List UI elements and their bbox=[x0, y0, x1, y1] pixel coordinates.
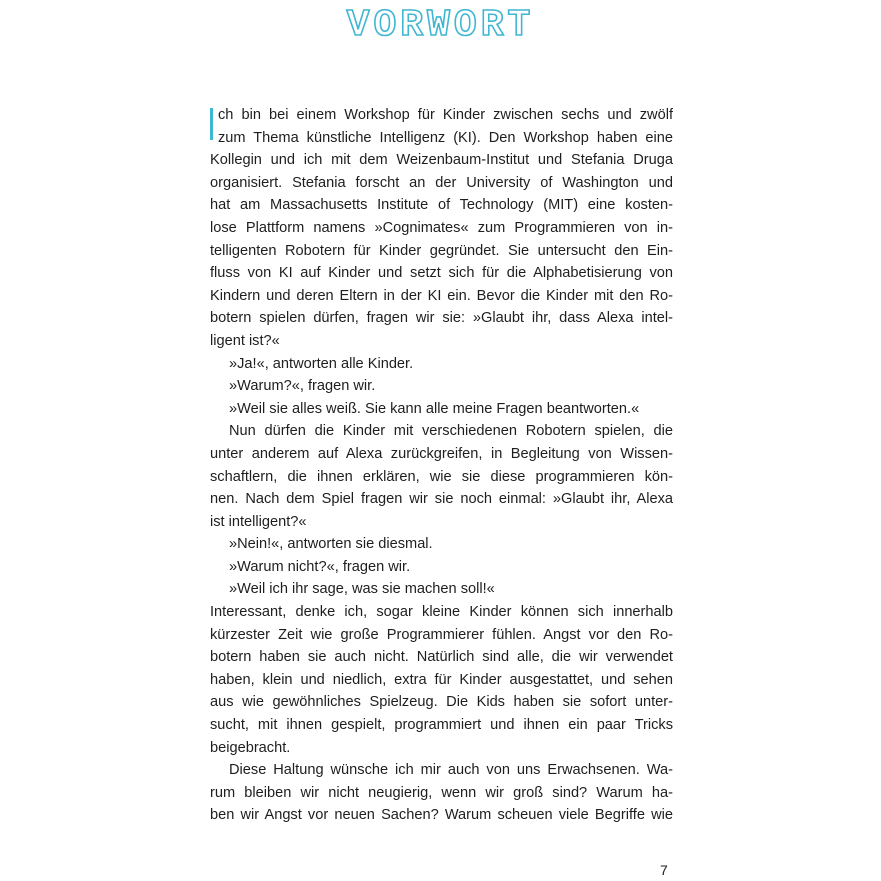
text-line: ligent ist?« bbox=[210, 332, 280, 349]
text-line: nen. Nach dem Spiel fragen wir sie noch einmal: »Glaubt ihr, Alexa bbox=[210, 491, 673, 508]
text-line: beigebracht. bbox=[210, 739, 291, 756]
text-line: Diese Haltung wünsche ich mir auch von uns Erwachsenen. Wa- bbox=[229, 762, 673, 779]
text-line: haben, klein und niedlich, extra für Kinder ausgestattet, und sehen bbox=[210, 671, 673, 688]
text-line: »Weil ich ihr sage, was sie machen soll!« bbox=[229, 581, 495, 598]
text-line: sucht, mit ihnen gespielt, programmiert und ihnen ein paar Tricks bbox=[210, 717, 673, 734]
text-line: ist intelligent?« bbox=[210, 513, 307, 530]
text-line: unter anderem auf Alexa zurückgreifen, in Begleitung von Wissen- bbox=[210, 445, 673, 462]
text-line: rum bleiben wir nicht neugierig, wenn wir groß sind? Warum ha- bbox=[210, 784, 673, 801]
text-line: organisiert. Stefania forscht an der University of Washington und bbox=[210, 174, 673, 191]
text-line: »Warum?«, fragen wir. bbox=[229, 378, 376, 395]
body-text bbox=[210, 104, 673, 827]
text-line: botern spielen dürfen, fragen wir sie: »Glaubt ihr, dass Alexa intel- bbox=[210, 310, 673, 327]
text-line: Kollegin und ich mit dem Weizenbaum-Institut und Stefania Druga bbox=[210, 152, 673, 169]
text-line: fluss von KI auf Kinder und setzt sich für die Alphabetisierung von bbox=[210, 265, 673, 282]
text-line: lose Plattform namens »Cognimates« zum Programmieren von in- bbox=[210, 219, 673, 236]
text-line: aus wie gewöhnliches Spielzeug. Die Kids haben sie sofort unter- bbox=[210, 694, 673, 711]
text-line: »Ja!«, antworten alle Kinder. bbox=[229, 355, 414, 372]
chapter-title: VORWORT bbox=[346, 4, 535, 47]
text-line: »Warum nicht?«, fragen wir. bbox=[229, 558, 411, 575]
text-line: kürzester Zeit wie große Programmierer fühlen. Angst vor den Ro- bbox=[210, 626, 673, 643]
text-line: zum Thema künstliche Intelligenz (KI). Den Workshop haben eine bbox=[218, 129, 673, 146]
text-line: telligenten Robotern für Kinder gegründet. Sie untersucht den Ein- bbox=[210, 242, 673, 259]
text-line: ch bin bei einem Workshop für Kinder zwischen sechs und zwölf bbox=[218, 107, 673, 123]
text-line: schaftlern, die ihnen erklären, wie sie diese programmieren kön- bbox=[210, 468, 673, 485]
text-line: »Weil sie alles weiß. Sie kann alle meine Fragen beantworten.« bbox=[229, 400, 640, 417]
page-number: 7 bbox=[660, 862, 668, 878]
text-line: Interessant, denke ich, sogar kleine Kinder können sich innerhalb bbox=[210, 604, 673, 621]
text-line: »Nein!«, antworten sie diesmal. bbox=[229, 536, 433, 553]
text-line: hat am Massachusetts Institute of Technology (MIT) eine kosten- bbox=[210, 197, 673, 214]
text-line: botern haben sie auch nicht. Natürlich sind alle, die wir verwendet bbox=[210, 649, 673, 666]
text-line: ben wir Angst vor neuen Sachen? Warum scheuen viele Begriffe wie bbox=[210, 807, 673, 824]
text-line: Kindern und deren Eltern in der KI ein. Bevor die Kinder mit den Ro- bbox=[210, 287, 673, 304]
text-line: Nun dürfen die Kinder mit verschiedenen Robotern spielen, die bbox=[229, 423, 673, 440]
